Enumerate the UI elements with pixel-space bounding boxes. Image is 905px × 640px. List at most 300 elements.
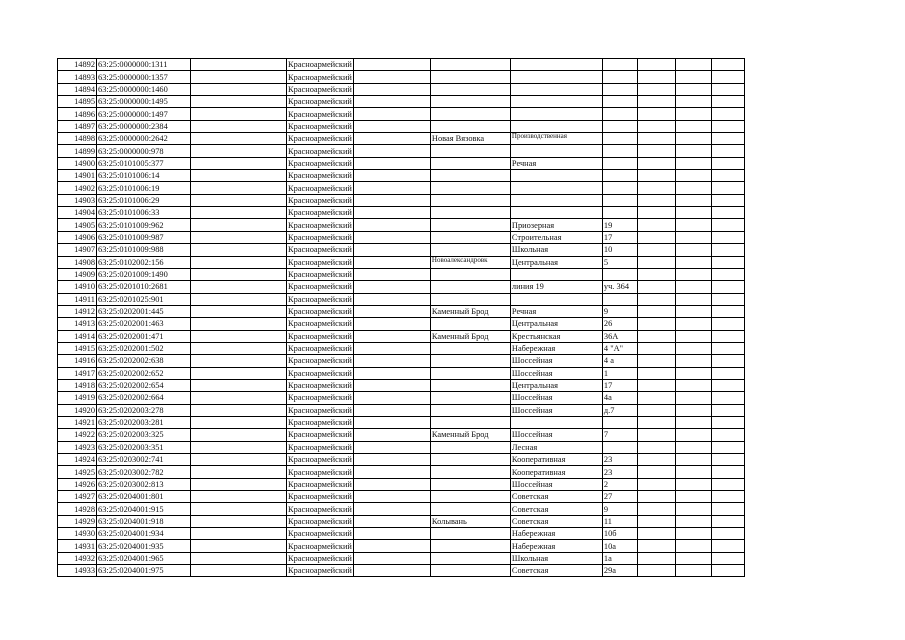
locality-cell	[430, 182, 510, 194]
empty-cell	[191, 552, 287, 564]
district-cell: Красноармейский	[288, 294, 352, 304]
table-row	[58, 330, 745, 342]
empty-cell	[637, 515, 675, 527]
house-cell	[602, 207, 637, 219]
empty-cell	[637, 528, 675, 540]
empty-cell	[353, 416, 430, 428]
locality-cell	[430, 244, 510, 256]
house-cell	[602, 416, 637, 428]
house-cell: 10	[602, 244, 637, 256]
district-cell: Красноармейский	[288, 183, 352, 193]
cadastral-number-cell: 63:25:0202001:445	[97, 305, 191, 317]
district-cell: Красноармейский	[288, 282, 352, 292]
table-row	[58, 305, 745, 317]
locality-cell	[430, 528, 510, 540]
cadastral-number-cell: 63:25:0101009:988	[97, 244, 191, 256]
empty-cell	[711, 454, 744, 466]
house-cell	[602, 194, 637, 206]
locality-cell	[430, 404, 510, 416]
empty-cell	[711, 342, 744, 354]
empty-cell	[637, 466, 675, 478]
empty-cell	[711, 170, 744, 182]
cadastral-number-cell: 63:25:0204001:915	[97, 503, 191, 515]
empty-cell	[191, 231, 287, 243]
empty-cell	[191, 120, 287, 132]
table-row	[58, 515, 745, 527]
empty-cell	[353, 355, 430, 367]
street-cell: Шоссейная	[510, 478, 602, 490]
empty-cell	[675, 491, 711, 503]
house-cell	[602, 268, 637, 280]
empty-cell	[637, 231, 675, 243]
cadastral-number-cell: 63:25:0202001:502	[97, 342, 191, 354]
empty-cell	[353, 491, 430, 503]
empty-cell	[711, 404, 744, 416]
empty-cell	[711, 355, 744, 367]
cadastral-number-cell: 63:25:0202002:652	[97, 367, 191, 379]
empty-cell	[353, 540, 430, 552]
empty-cell	[191, 565, 287, 577]
table-row	[58, 256, 745, 268]
locality-cell	[430, 565, 510, 577]
empty-cell	[675, 355, 711, 367]
empty-cell	[675, 330, 711, 342]
empty-cell	[191, 108, 287, 120]
table-row	[58, 367, 745, 379]
locality-cell	[430, 355, 510, 367]
empty-cell	[353, 145, 430, 157]
row-number-cell: 14895	[58, 96, 97, 108]
street-cell: Шоссейная	[510, 392, 602, 404]
district-cell: Красноармейский	[288, 430, 352, 440]
empty-cell	[675, 305, 711, 317]
empty-cell	[191, 392, 287, 404]
empty-cell	[191, 293, 287, 305]
empty-cell	[353, 565, 430, 577]
empty-cell	[191, 404, 287, 416]
empty-cell	[353, 256, 430, 268]
district-cell: Красноармейский	[288, 121, 352, 131]
house-cell	[602, 59, 637, 71]
street-cell: Кооперативная	[510, 466, 602, 478]
table-row	[58, 404, 745, 416]
district-cell: Красноармейский	[288, 455, 352, 465]
empty-cell	[637, 392, 675, 404]
cadastral-number-cell: 63:25:0101005:377	[97, 157, 191, 169]
district-cell: Красноармейский	[288, 516, 352, 526]
locality-cell	[430, 367, 510, 379]
empty-cell	[637, 59, 675, 71]
cadastral-number-cell: 63:25:0000000:2384	[97, 120, 191, 132]
table-row	[58, 157, 745, 169]
row-number-cell: 14910	[58, 281, 97, 293]
locality-cell	[430, 540, 510, 552]
district-cell: Красноармейский	[288, 245, 352, 255]
district-cell: Красноармейский	[288, 467, 352, 477]
empty-cell	[675, 379, 711, 391]
empty-cell	[637, 108, 675, 120]
empty-cell	[191, 96, 287, 108]
empty-cell	[353, 281, 430, 293]
house-cell	[602, 145, 637, 157]
district-cell: Красноармейский	[288, 553, 352, 563]
district-cell: Красноармейский	[288, 232, 352, 242]
empty-cell	[191, 429, 287, 441]
row-number-cell: 14920	[58, 404, 97, 416]
empty-cell	[353, 71, 430, 83]
empty-cell	[191, 416, 287, 428]
table-row	[58, 145, 745, 157]
street-cell: Советская	[510, 565, 602, 577]
empty-cell	[637, 182, 675, 194]
empty-cell	[675, 293, 711, 305]
locality-cell: Новоалександровк	[430, 256, 510, 268]
empty-cell	[191, 71, 287, 83]
empty-cell	[675, 194, 711, 206]
district-cell: Красноармейский	[288, 504, 352, 514]
empty-cell	[353, 133, 430, 145]
empty-cell	[353, 108, 430, 120]
district-cell: Красноармейский	[288, 195, 352, 205]
empty-cell	[353, 157, 430, 169]
row-number-cell: 14907	[58, 244, 97, 256]
locality-cell	[430, 120, 510, 132]
table-body	[58, 59, 745, 577]
locality-cell	[430, 231, 510, 243]
cadastral-number-cell: 63:25:0202002:664	[97, 392, 191, 404]
locality-cell	[430, 157, 510, 169]
street-cell	[510, 108, 602, 120]
table-row	[58, 231, 745, 243]
district-cell: Красноармейский	[288, 72, 352, 82]
table-row	[58, 416, 745, 428]
empty-cell	[675, 207, 711, 219]
district-cell: Красноармейский	[288, 158, 352, 168]
empty-cell	[637, 565, 675, 577]
empty-cell	[675, 133, 711, 145]
empty-cell	[191, 194, 287, 206]
row-number-cell: 14903	[58, 194, 97, 206]
cadastral-number-cell: 63:25:0101006:29	[97, 194, 191, 206]
empty-cell	[191, 478, 287, 490]
empty-cell	[675, 392, 711, 404]
table-row	[58, 219, 745, 231]
empty-cell	[711, 219, 744, 231]
street-cell: Крестьянская	[510, 330, 602, 342]
empty-cell	[191, 305, 287, 317]
table-row	[58, 96, 745, 108]
locality-cell	[430, 466, 510, 478]
empty-cell	[353, 503, 430, 515]
house-cell: 1	[602, 367, 637, 379]
empty-cell	[711, 293, 744, 305]
street-cell	[510, 170, 602, 182]
empty-cell	[637, 540, 675, 552]
district-cell: Красноармейский	[288, 171, 352, 181]
empty-cell	[191, 491, 287, 503]
cadastral-number-cell: 63:25:0201010:2681	[97, 281, 191, 293]
empty-cell	[711, 565, 744, 577]
empty-cell	[353, 367, 430, 379]
street-cell: Набережная	[510, 528, 602, 540]
table-row	[58, 83, 745, 95]
row-number-cell: 14899	[58, 145, 97, 157]
row-number-cell: 14914	[58, 330, 97, 342]
empty-cell	[353, 515, 430, 527]
table-row	[58, 466, 745, 478]
cadastral-number-cell: 63:25:0204001:934	[97, 528, 191, 540]
row-number-cell: 14911	[58, 293, 97, 305]
house-cell: 27	[602, 491, 637, 503]
district-cell: Красноармейский	[288, 418, 352, 428]
street-cell	[510, 145, 602, 157]
empty-cell	[191, 83, 287, 95]
district-cell: Красноармейский	[288, 479, 352, 489]
table-row	[58, 120, 745, 132]
empty-cell	[353, 478, 430, 490]
row-number-cell: 14912	[58, 305, 97, 317]
empty-cell	[637, 244, 675, 256]
street-cell	[510, 182, 602, 194]
empty-cell	[675, 318, 711, 330]
street-cell: Школьная	[510, 244, 602, 256]
district-cell: Красноармейский	[288, 146, 352, 156]
empty-cell	[675, 268, 711, 280]
cadastral-number-cell: 63:25:0000000:1497	[97, 108, 191, 120]
table-row	[58, 379, 745, 391]
table-row	[58, 441, 745, 453]
table-row	[58, 71, 745, 83]
empty-cell	[191, 256, 287, 268]
row-number-cell: 14901	[58, 170, 97, 182]
empty-cell	[675, 281, 711, 293]
empty-cell	[711, 367, 744, 379]
table-row	[58, 528, 745, 540]
empty-cell	[353, 268, 430, 280]
district-cell: Красноармейский	[288, 307, 352, 317]
house-cell: 4 а	[602, 355, 637, 367]
empty-cell	[191, 540, 287, 552]
district-cell: Красноармейский	[288, 541, 352, 551]
locality-cell	[430, 145, 510, 157]
empty-cell	[675, 540, 711, 552]
house-cell: 10а	[602, 540, 637, 552]
district-cell: Красноармейский	[288, 331, 352, 341]
empty-cell	[637, 429, 675, 441]
empty-cell	[353, 83, 430, 95]
empty-cell	[711, 429, 744, 441]
street-cell: Строительная	[510, 231, 602, 243]
table-row	[58, 318, 745, 330]
house-cell: 2	[602, 478, 637, 490]
district-cell: Красноармейский	[288, 442, 352, 452]
street-cell: Лесная	[510, 441, 602, 453]
empty-cell	[353, 404, 430, 416]
district-cell: Красноармейский	[288, 492, 352, 502]
empty-cell	[353, 552, 430, 564]
empty-cell	[353, 305, 430, 317]
district-cell: Красноармейский	[288, 566, 352, 576]
row-number-cell: 14913	[58, 318, 97, 330]
empty-cell	[637, 318, 675, 330]
locality-cell	[430, 108, 510, 120]
table-row	[58, 429, 745, 441]
cadastral-number-cell: 63:25:0204001:935	[97, 540, 191, 552]
empty-cell	[711, 466, 744, 478]
empty-cell	[191, 342, 287, 354]
locality-cell	[430, 503, 510, 515]
table-row	[58, 540, 745, 552]
row-number-cell: 14925	[58, 466, 97, 478]
house-cell: 17	[602, 379, 637, 391]
empty-cell	[711, 268, 744, 280]
row-number-cell: 14918	[58, 379, 97, 391]
empty-cell	[675, 244, 711, 256]
locality-cell	[430, 59, 510, 71]
house-cell: 5	[602, 256, 637, 268]
empty-cell	[191, 503, 287, 515]
empty-cell	[353, 194, 430, 206]
table-row	[58, 207, 745, 219]
street-cell: линия 19	[510, 281, 602, 293]
street-cell	[510, 96, 602, 108]
street-cell: Центральная	[510, 379, 602, 391]
locality-cell: Каменный Брод	[430, 330, 510, 342]
district-cell: Красноармейский	[288, 319, 352, 329]
empty-cell	[711, 182, 744, 194]
empty-cell	[191, 157, 287, 169]
empty-cell	[711, 244, 744, 256]
row-number-cell: 14921	[58, 416, 97, 428]
district-cell: Красноармейский	[288, 134, 352, 144]
row-number-cell: 14926	[58, 478, 97, 490]
street-cell	[510, 194, 602, 206]
house-cell: 36А	[602, 330, 637, 342]
empty-cell	[675, 219, 711, 231]
cadastral-number-cell: 63:25:0204001:965	[97, 552, 191, 564]
empty-cell	[191, 207, 287, 219]
row-number-cell: 14928	[58, 503, 97, 515]
row-number-cell: 14897	[58, 120, 97, 132]
empty-cell	[353, 429, 430, 441]
district-cell: Красноармейский	[288, 97, 352, 107]
row-number-cell: 14930	[58, 528, 97, 540]
cadastral-number-cell: 63:25:0000000:1311	[97, 59, 191, 71]
row-number-cell: 14905	[58, 219, 97, 231]
table-row	[58, 194, 745, 206]
empty-cell	[191, 318, 287, 330]
empty-cell	[637, 83, 675, 95]
cadastral-number-cell: 63:25:0101006:14	[97, 170, 191, 182]
cadastral-number-cell: 63:25:0000000:1495	[97, 96, 191, 108]
table-row	[58, 503, 745, 515]
empty-cell	[191, 170, 287, 182]
table-row	[58, 281, 745, 293]
row-number-cell: 14906	[58, 231, 97, 243]
street-cell	[510, 268, 602, 280]
empty-cell	[637, 268, 675, 280]
empty-cell	[637, 120, 675, 132]
house-cell: 4 "А"	[602, 342, 637, 354]
empty-cell	[711, 416, 744, 428]
empty-cell	[675, 256, 711, 268]
empty-cell	[637, 207, 675, 219]
locality-cell	[430, 71, 510, 83]
empty-cell	[675, 108, 711, 120]
empty-cell	[191, 466, 287, 478]
table-row	[58, 552, 745, 564]
cadastral-number-cell: 63:25:0000000:2642	[97, 133, 191, 145]
street-cell: Набережная	[510, 342, 602, 354]
table-row	[58, 170, 745, 182]
empty-cell	[675, 441, 711, 453]
house-cell	[602, 96, 637, 108]
district-cell: Красноармейский	[288, 393, 352, 403]
street-cell: Советская	[510, 491, 602, 503]
empty-cell	[711, 281, 744, 293]
street-cell	[510, 59, 602, 71]
empty-cell	[637, 145, 675, 157]
empty-cell	[637, 330, 675, 342]
cadastral-number-cell: 63:25:0202003:351	[97, 441, 191, 453]
house-cell: 4а	[602, 392, 637, 404]
empty-cell	[191, 355, 287, 367]
empty-cell	[353, 244, 430, 256]
cadastral-number-cell: 63:25:0000000:978	[97, 145, 191, 157]
empty-cell	[637, 552, 675, 564]
house-cell	[602, 182, 637, 194]
empty-cell	[711, 305, 744, 317]
table-row	[58, 268, 745, 280]
street-cell	[510, 71, 602, 83]
empty-cell	[675, 145, 711, 157]
empty-cell	[637, 194, 675, 206]
street-cell	[510, 83, 602, 95]
street-cell: Речная	[510, 157, 602, 169]
street-cell	[510, 416, 602, 428]
row-number-cell: 14902	[58, 182, 97, 194]
empty-cell	[675, 231, 711, 243]
house-cell	[602, 157, 637, 169]
empty-cell	[637, 96, 675, 108]
empty-cell	[711, 478, 744, 490]
empty-cell	[675, 466, 711, 478]
table-row	[58, 182, 745, 194]
empty-cell	[637, 491, 675, 503]
house-cell	[602, 83, 637, 95]
street-cell: Шоссейная	[510, 367, 602, 379]
house-cell: 26	[602, 318, 637, 330]
empty-cell	[353, 454, 430, 466]
empty-cell	[637, 293, 675, 305]
district-cell: Красноармейский	[288, 109, 352, 119]
empty-cell	[675, 404, 711, 416]
locality-cell	[430, 219, 510, 231]
table-row	[58, 392, 745, 404]
empty-cell	[637, 503, 675, 515]
empty-cell	[711, 96, 744, 108]
empty-cell	[353, 318, 430, 330]
empty-cell	[711, 120, 744, 132]
empty-cell	[711, 157, 744, 169]
empty-cell	[711, 318, 744, 330]
cadastral-number-cell: 63:25:0202003:278	[97, 404, 191, 416]
house-cell	[602, 441, 637, 453]
table-row	[58, 565, 745, 577]
empty-cell	[191, 219, 287, 231]
house-cell	[602, 120, 637, 132]
house-cell: 9	[602, 503, 637, 515]
